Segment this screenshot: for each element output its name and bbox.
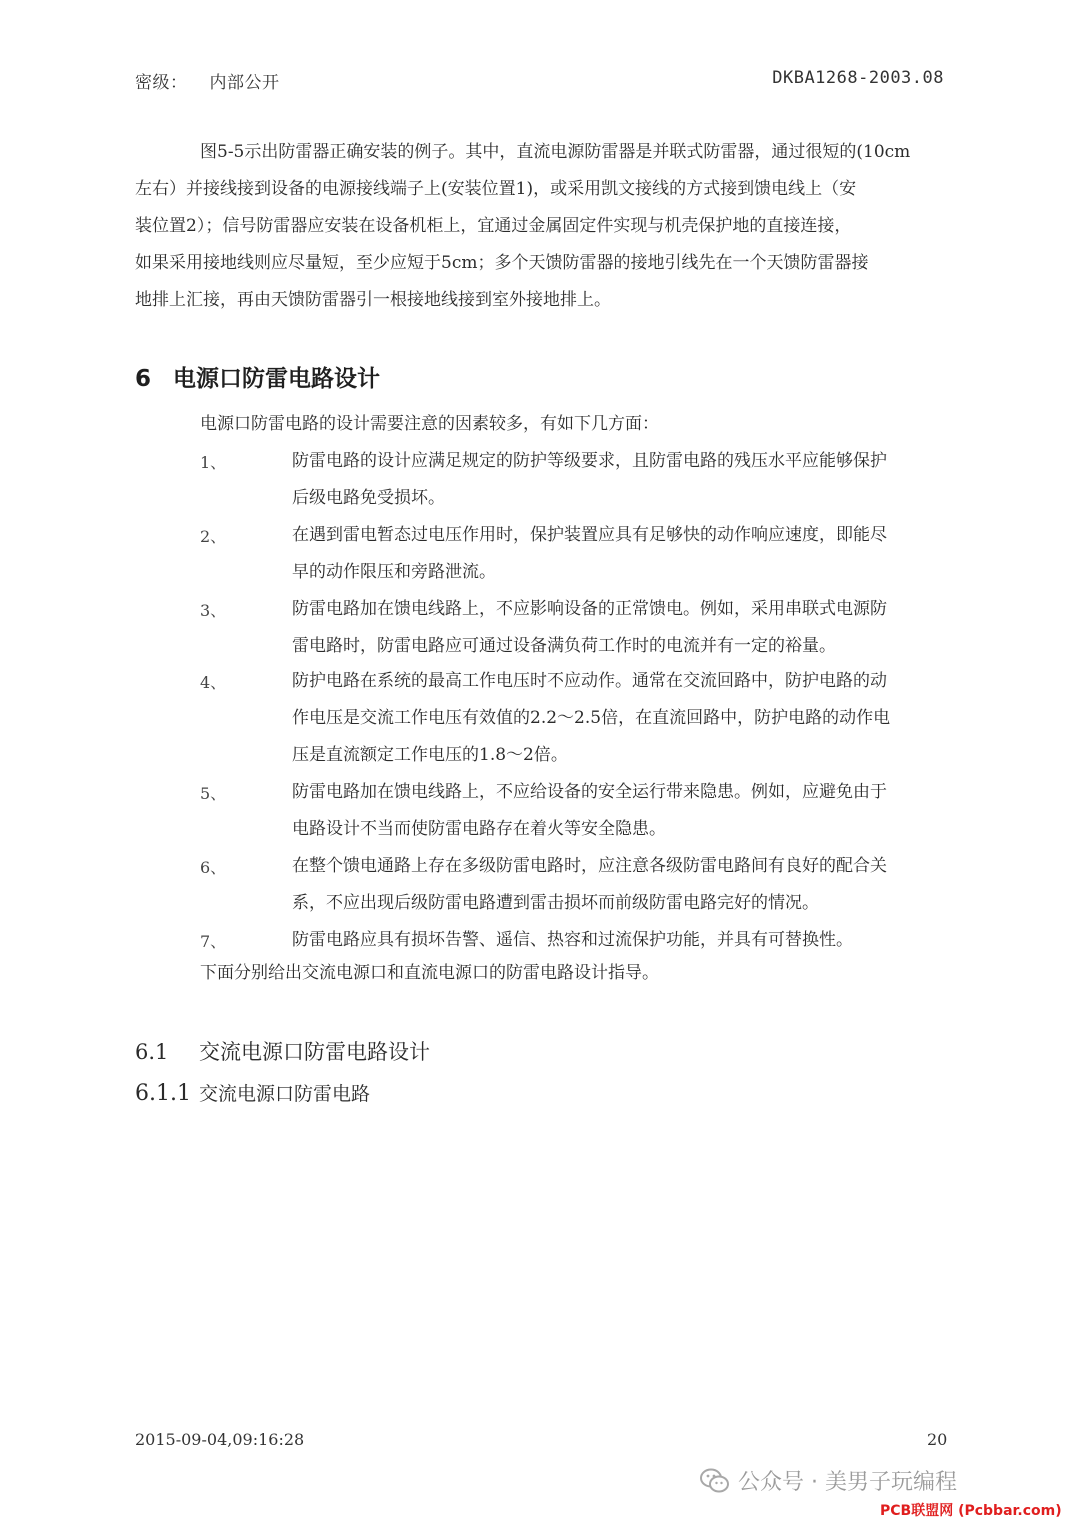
list-item-number: 3、 (200, 601, 227, 620)
section-number: 6.1.1 (135, 1081, 191, 1106)
section-title: 交流电源口防雷电路设计 (199, 1040, 430, 1064)
section-closing: 下面分别给出交流电源口和直流电源口的防雷电路设计指导。 (200, 963, 659, 983)
list-item-number: 4、 (200, 673, 227, 692)
section-6-1-1-heading (135, 1079, 370, 1106)
section-number: 6 (135, 366, 152, 392)
list-item-line: 防雷电路应具有损坏告警、遥信、热容和过流保护功能，并具有可替换性。 (292, 930, 853, 950)
list-item-line: 雷电路时，防雷电路应可通过设备满负荷工作时的电流并有一定的裕量。 (292, 636, 836, 656)
intro-line: 图5-5示出防雷器正确安装的例子。其中，直流电源防雷器是并联式防雷器，通过很短的(10cm (200, 142, 911, 162)
intro-line: 地排上汇接，再由天馈防雷器引一根接地线接到室外接地排上。 (135, 290, 611, 310)
watermark-text: 公众号 · 美男子玩编程 (738, 1470, 957, 1495)
intro-line: 左右）并接线接到设备的电源接线端子上(安装位置1)，或采用凯文接线的方式接到馈电线上（安 (135, 179, 857, 199)
section-title: 交流电源口防雷电路 (198, 1083, 370, 1105)
list-item-number: 5、 (200, 784, 227, 803)
section-number: 6.1 (135, 1040, 169, 1064)
list-item-number: 6、 (200, 858, 227, 877)
intro-line: 装位置2）；信号防雷器应安装在设备机柜上，宜通过金属固定件实现与机壳保护地的直接连接， (135, 216, 852, 236)
list-item-line: 防雷电路加在馈电线路上，不应给设备的安全运行带来隐患。例如，应避免由于 (292, 782, 887, 802)
footer-timestamp: 2015-09-04,09:16:28 (135, 1430, 305, 1449)
list-item-line: 作电压是交流工作电压有效值的2.2～2.5倍，在直流回路中，防护电路的动作电 (292, 708, 891, 728)
watermark (700, 1465, 957, 1496)
list-item-line: 电路设计不当而使防雷电路存在着火等安全隐患。 (292, 819, 666, 839)
list-item-number: 2、 (200, 527, 227, 546)
wechat-icon (700, 1468, 730, 1494)
list-item-line: 防护电路在系统的最高工作电压时不应动作。通常在交流回路中，防护电路的动 (292, 671, 887, 691)
list-item-line: 后级电路免受损坏。 (292, 488, 445, 508)
intro-line: 如果采用接地线则应尽量短，至少应短于5cm；多个天馈防雷器的接地引线先在一个天馈防雷器接 (135, 253, 869, 273)
classification-label: 密级： (135, 73, 188, 93)
list-item-line: 在整个馈电通路上存在多级防雷电路时，应注意各级防雷电路间有良好的配合关 (292, 856, 887, 876)
list-item-line: 系，不应出现后级防雷电路遭到雷击损坏而前级防雷电路完好的情况。 (292, 893, 819, 913)
list-item-line: 防雷电路的设计应满足规定的防护等级要求，且防雷电路的残压水平应能够保护 (292, 451, 887, 471)
section-6-1-heading (135, 1036, 430, 1066)
section-lead: 电源口防雷电路的设计需要注意的因素较多，有如下几方面： (200, 414, 659, 434)
header-classification (135, 68, 280, 93)
classification-value: 内部公开 (209, 73, 280, 93)
section-title: 电源口防雷电路设计 (173, 366, 381, 392)
list-item-number: 1、 (200, 453, 227, 472)
list-item-line: 早的动作限压和旁路泄流。 (292, 562, 496, 582)
list-item-line: 压是直流额定工作电压的1.8～2倍。 (292, 745, 568, 765)
section-6-heading (135, 360, 380, 393)
list-item-line: 防雷电路加在馈电线路上，不应影响设备的正常馈电。例如，采用串联式电源防 (292, 599, 887, 619)
watermark-site: PCB联盟网 (Pcbbar.com) (880, 1503, 1062, 1519)
list-item-number: 7、 (200, 932, 227, 951)
page-number: 20 (927, 1430, 948, 1449)
document-id: DKBA1268-2003.08 (772, 68, 944, 88)
list-item-line: 在遇到雷电暂态过电压作用时，保护装置应具有足够快的动作响应速度，即能尽 (292, 525, 887, 545)
